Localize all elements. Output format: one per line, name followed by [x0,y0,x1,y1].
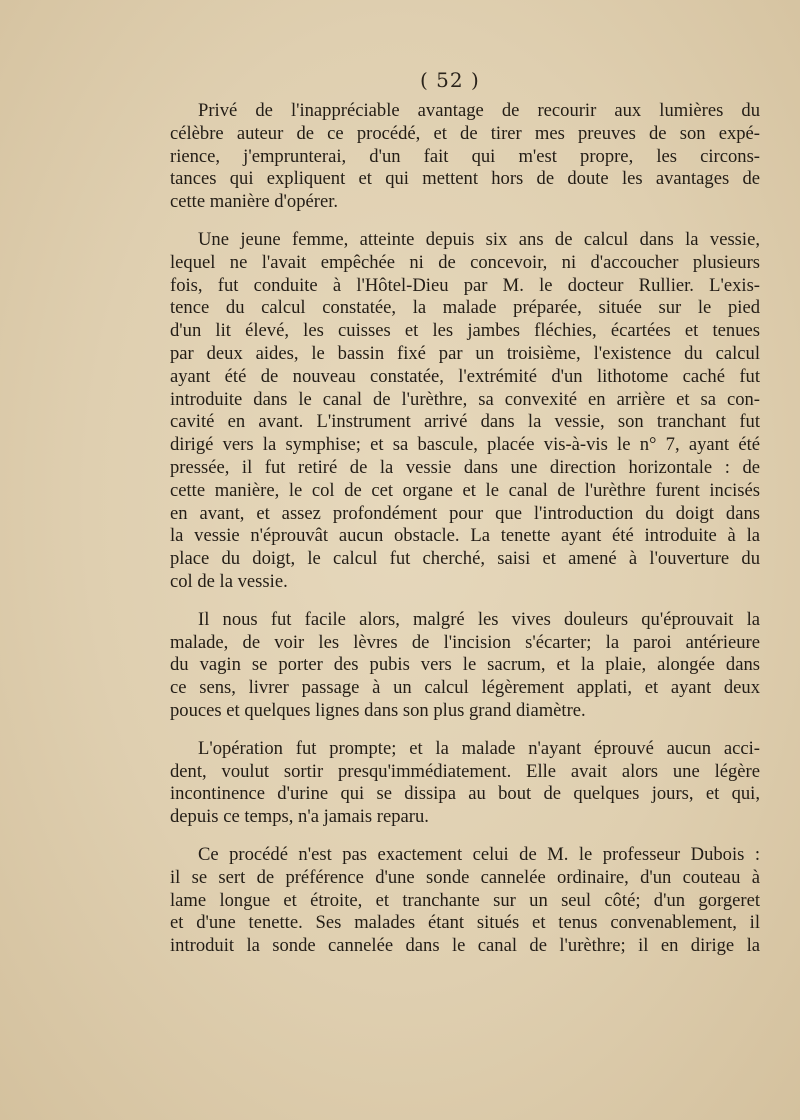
text-line: incontinence d'urine qui se dissipa au bout de quelques jours, et qui, [170,783,760,805]
text-line: cavité en avant. L'instrument arrivé dans la vessie, son tranchant fut [170,411,760,433]
text-line: Il nous fut facile alors, malgré les vives douleurs qu'éprouvait la [198,608,760,630]
paragraph-5 [170,844,760,958]
paragraph-4 [170,738,760,829]
text-line: par deux aides, le bassin fixé par un troisième, l'existence du calcul [170,342,760,364]
text-line: rience, j'emprunterai, d'un fait qui m'est propre, les circons- [170,145,760,167]
text-line: la vessie n'éprouvât aucun obstacle. La tenette ayant été introduite à la [170,525,760,547]
text-line: dent, voulut sortir presqu'immédiatement. Elle avait alors une légère [170,760,760,782]
paragraph-1 [170,100,760,214]
text-line: fois, fut conduite à l'Hôtel-Dieu par M. le docteur Rullier. L'exis- [170,274,760,296]
text-line: du vagin se porter des pubis vers le sacrum, et la plaie, alongée dans [170,654,760,676]
text-line: tances qui expliquent et qui mettent hors de doute les avantages de [170,168,760,190]
text-line: Une jeune femme, atteinte depuis six ans de calcul dans la vessie, [198,228,760,250]
text-line: Ce procédé n'est pas exactement celui de M. le professeur Dubois : [198,843,760,865]
text-line: il se sert de préférence d'une sonde cannelée ordinaire, d'un couteau à [170,866,760,888]
text-line: tence du calcul constatée, la malade préparée, située sur le pied [170,297,760,319]
text-line: depuis ce temps, n'a jamais reparu. [170,806,429,828]
text-line: dirigé vers la symphise; et sa bascule, placée vis-à-vis le n° 7, ayant été [170,434,760,456]
text-line: pouces et quelques lignes dans son plus grand diamètre. [170,699,586,721]
page-number: ( 52 ) [420,68,480,92]
text-line: d'un lit élevé, les cuisses et les jambes fléchies, écartées et tenues [170,320,760,342]
text-line: col de la vessie. [170,570,288,592]
text-line: introduite dans le canal de l'urèthre, sa convexité en arrière et sa con- [170,388,760,410]
paragraph-3 [170,609,760,723]
text-line: lequel ne l'avait empêchée ni de concevoir, ni d'accoucher plusieurs [170,251,760,273]
text-line: cette manière, le col de cet organe et le canal de l'urèthre furent incisés [170,479,760,501]
text-line: Privé de l'inappréciable avantage de recourir aux lumières du [198,100,760,121]
text-line: place du doigt, le calcul fut cherché, saisi et amené à l'ouverture du [170,548,760,570]
body-text [170,100,760,958]
text-line: ayant été de nouveau constatée, l'extrémité d'un lithotome caché fut [170,365,760,387]
text-line: et d'une tenette. Ses malades étant situés et tenus convenablement, il [170,912,760,934]
text-line: cette manière d'opérer. [170,191,339,213]
text-line: introduit la sonde cannelée dans le canal de l'urèthre; il en dirige la [170,935,760,957]
text-line: pressée, il fut retiré de la vessie dans une direction horizontale : de [170,456,760,478]
paragraph-2 [170,229,760,594]
text-line: en avant, et assez profondément pour que l'introduction du doigt dans [170,502,760,524]
text-line: célèbre auteur de ce procédé, et de tirer mes preuves de son expé- [170,122,760,144]
text-line: ce sens, livrer passage à un calcul légèrement applati, et ayant deux [170,677,760,699]
text-line: L'opération fut prompte; et la malade n'ayant éprouvé aucun acci- [198,737,760,759]
text-line: lame longue et étroite, et tranchante sur un seul côté; d'un gorgeret [170,889,760,911]
text-line: malade, de voir les lèvres de l'incision s'écarter; la paroi antérieure [170,631,760,653]
